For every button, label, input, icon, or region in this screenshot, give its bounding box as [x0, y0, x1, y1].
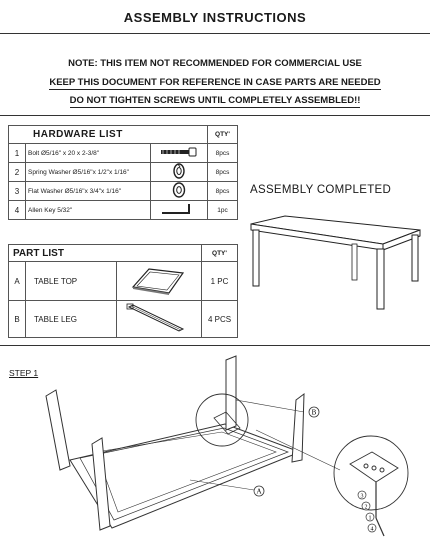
hardware-num: 3	[9, 182, 26, 201]
hardware-desc: Flat Washer Ø5/16"x 3/4"x 1/16"	[26, 182, 151, 201]
flat-washer-icon	[151, 182, 208, 201]
part-list-table	[8, 244, 238, 338]
hardware-row	[9, 144, 238, 163]
hardware-row	[9, 163, 238, 182]
part-row	[9, 301, 238, 338]
divider	[0, 115, 430, 116]
hardware-row	[9, 201, 238, 220]
hardware-qty: 8pcs	[208, 163, 238, 182]
tighten-screws-note	[0, 95, 430, 106]
step-1-diagram	[0, 340, 430, 537]
hardware-desc: Spring Washer Ø5/16"x 1/2"x 1/16"	[26, 163, 151, 182]
hardware-num: 2	[9, 163, 26, 182]
callout-4: 4	[370, 526, 374, 533]
part-name: TABLE TOP	[26, 262, 117, 301]
page-title: ASSEMBLY INSTRUCTIONS	[123, 10, 307, 25]
part-letter: B	[9, 301, 26, 338]
spring-washer-icon	[151, 163, 208, 182]
keep-document-note	[0, 77, 430, 88]
part-row	[9, 262, 238, 301]
callout-a: A	[256, 487, 262, 496]
hardware-qty: 8pcs	[208, 144, 238, 163]
hardware-qty-header: QTY'	[208, 126, 238, 144]
callout-2: 2	[364, 504, 368, 511]
callout-1: 1	[368, 515, 372, 522]
part-qty: 4 PCS	[202, 301, 238, 338]
hardware-num: 4	[9, 201, 26, 220]
hardware-num: 1	[9, 144, 26, 163]
commercial-use-note: NOTE: THIS ITEM NOT RECOMMENDED FOR COMMERCIAL USE	[68, 58, 362, 69]
part-letter: A	[9, 262, 26, 301]
hardware-list-title: HARDWARE LIST	[9, 126, 208, 144]
hardware-qty: 1pc	[208, 201, 238, 220]
bolt-icon	[151, 144, 208, 163]
hardware-desc: Allen Key 5/32"	[26, 201, 151, 220]
allen-key-icon	[151, 201, 208, 220]
part-qty: 1 PC	[202, 262, 238, 301]
table-leg-icon	[117, 301, 202, 338]
step-1-label: STEP 1	[9, 368, 39, 378]
hardware-list-table	[8, 125, 238, 220]
part-list-title: PART LIST	[9, 245, 202, 262]
callout-3: 3	[360, 493, 364, 500]
table-top-icon	[117, 262, 202, 301]
assembly-completed-label: ASSEMBLY COMPLETED	[250, 184, 392, 196]
hardware-qty: 8pcs	[208, 182, 238, 201]
hardware-desc: Bolt Ø5/16" x 20 x 2-3/8"	[26, 144, 151, 163]
divider	[0, 33, 430, 34]
hardware-row	[9, 182, 238, 201]
keep-document-text: KEEP THIS DOCUMENT FOR REFERENCE IN CASE PARTS ARE NEEDED	[49, 77, 381, 88]
part-qty-header: QTY'	[202, 245, 238, 262]
callout-b: B	[311, 408, 317, 417]
assembled-table-illustration	[245, 210, 425, 310]
part-name: TABLE LEG	[26, 301, 117, 338]
tighten-screws-text: DO NOT TIGHTEN SCREWS UNTIL COMPLETELY ASSEMBLED!!	[69, 95, 361, 106]
